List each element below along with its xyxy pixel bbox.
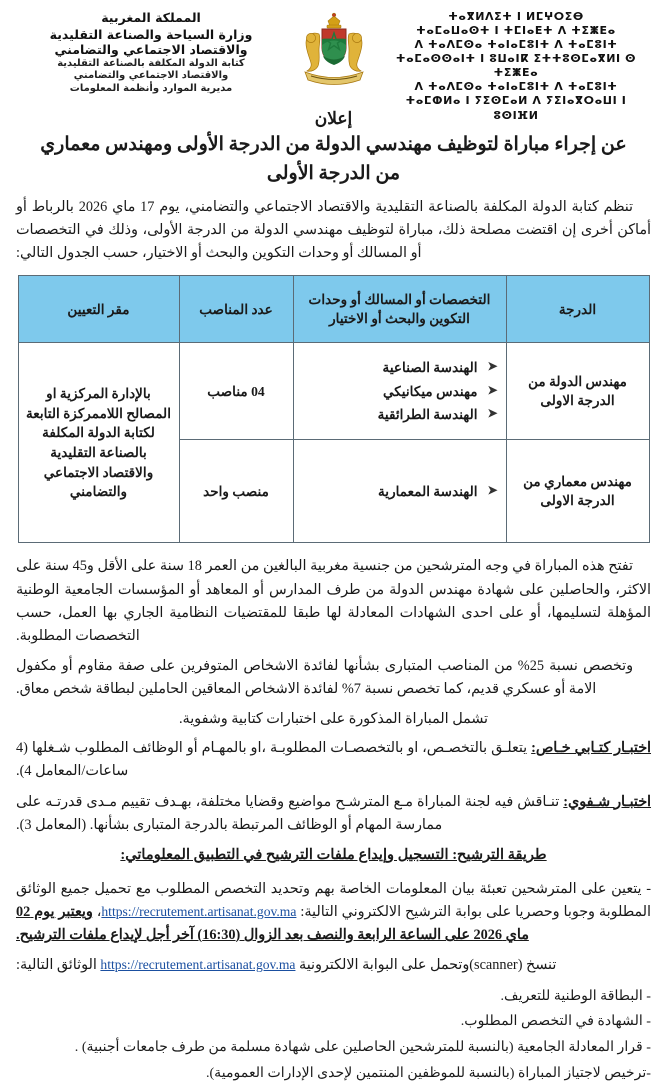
oral-exam-label: اختبـار شـفوي: [563,793,652,810]
arrow-bullet-icon: ➤ [487,482,498,497]
scan-instruction [16,954,651,977]
page-title: عن إجراء مباراة لتوظيف مهندسي الدولة من الدرجة الأولى ومهندس معماري من الدرجة الأولى [40,134,627,184]
tifinagh-line-4: ⵜⴰⵎⴰⵙⵙⴰⵏⵜ ⵏ ⵓⵡⴰⵏⴽ ⵉⵜⵜⵓⵙⵎⴰⴳⵍⵏ ⵙ ⵜⵉⵥⴹⴰ [395,52,637,80]
ministry-line-1: وزارة السياحة والصناعة التقليدية [49,26,253,42]
written-exam-coef: (4 ساعات/المعامل 4). [16,740,129,780]
intro-paragraph: تنظم كتابة الدولة المكلفة بالصناعة التقليدية والاقتصاد الاجتماعي والتضامني، يوم 17 ماي 2026 بالرباط أو أماكن أخرى إن اقتضت مصلحة ذلك، مباراة لتوظيف مهندسي الدولة من الدرجة الأولى، وذلك في التخصصات أو المسالك أو وحدات التكوين والبحث أو الاختيار، حسب الجدول التالي: [16,199,651,262]
tifinagh-line-1: ⵜⴰⴳⵍⴷⵉⵜ ⵏ ⵍⵎⵖⵔⵉⴱ [448,10,584,23]
col-header-posts: عدد المناصب [179,276,293,343]
list-item: -ترخيص لاجتياز المباراة (بالنسبة للموظفين المنتمين لإحدى الإدارات العمومية). [205,1065,651,1082]
oral-exam-paragraph [16,791,651,837]
list-item: ➤ مهندس ميكانيكي [300,380,500,403]
positions-table [18,275,650,543]
written-exam-paragraph [16,737,651,783]
oral-exam-coef: (المعامل 3). [16,816,87,833]
written-exam-label: اختبـار كتـابي خـاص: [531,740,652,757]
specialty-list [300,480,500,503]
list-item: ➤ الهندسة الصناعية [300,356,500,379]
eligibility-paragraph: تفتح هذه المباراة في وجه المترشحين من جنسية مغربية البالغين من العمر 18 سنة على الأقل و45 سنة على الاكثر، والحاصلين على شهادة مهندس الدولة من طرف المدارس أو المعاهد أو المؤسسات الجامعية الوطنية المؤهلة لتسليمها، أو على احدى الشهادات المعادلة لها طبقا للمقتضيات النظامية الجاري بها العمل، حسب التخصصات المطلوبة. [16,558,651,644]
quota-paragraph: وتخصص نسبة 25% من المناصب المتبارى بشأنها لفائدة الاشخاص المتوفرين على صفة مقاوم أو مكفول الامة أو عسكري قديم، كما تخصص نسبة 7% لفائدة الاشخاص المعاقين الحاملين لبطاقة شخص معاق. [16,658,633,698]
arrow-bullet-icon: ➤ [487,406,498,421]
cell-posts: منصب واحد [179,440,293,543]
registration-section-title: طريقة الترشيح: التسجيل وإيداع ملفات الترشيح في التطبيق المعلوماتي: [120,846,547,863]
arrow-bullet-icon: ➤ [487,359,498,374]
list-item: ➤ الهندسة الطرائقية [300,403,500,426]
tifinagh-line-3: ⴷ ⵜⴰⴷⵎⵙⴰ ⵜⴰⵏⴰⵎⵓⵏⵜ ⴷ ⵜⴰⵎⵓⵏⵜ [414,38,618,52]
cell-place-merged: بالإدارة المركزية او المصالح اللاممركزة التابعة لكتابة الدولة المكلفة بالصناعة التقليدية والاقتصاد الاجتماعي والتضامني [18,343,179,543]
tifinagh-line-5: ⴷ ⵜⴰⴷⵎⵙⴰ ⵜⴰⵏⴰⵎⵓⵏⵜ ⴷ ⵜⴰⵎⵓⵏⵜ [414,80,618,94]
col-header-specialties: التخصصات أو المسالك أو وحدات التكوين والبحث أو الاختيار [293,276,506,343]
kingdom-title: المملكة المغربية [101,10,201,25]
letterhead-arabic [20,10,282,96]
oral-exam-body: تنـاقش فيه لجنة المباراة مـع المترشـح مواضيع وقضايا مختلفة، بهـدف تقييم مـدى قدرتـه على ممارسة المهام أو الوظائف المرتبطة بالدرجة المتبارى بشأنها. [16,793,560,833]
required-documents-list [16,985,651,1085]
arrow-bullet-icon: ➤ [487,382,498,397]
col-header-grade: الدرجة [506,276,649,343]
exam-includes-line: تشمل المباراة المذكورة على اختبارات كتابية وشفوية. [178,711,489,728]
list-item: - قرار المعادلة الجامعية (بالنسبة للمترشحين الحاصلين على شهادة مسلمة من طرف جامعات أجنبية) . [74,1039,651,1056]
list-item: - البطاقة الوطنية للتعريف. [500,987,651,1004]
written-exam-body: يتعلـق بالتخصـص، او بالتخصصـات المطلوبـة ،او بالمهـام أو الوظائف المطلوب شـغلها [31,740,528,757]
deadline-text: ويعتبر يوم 02 ماي 2026 على الساعة الرابعة والنصف بعد الزوال (16:30) آخر أجل لإيداع ملفات الترشيح. [16,904,529,944]
secretariat-line-2: والاقتصاد الاجتماعي والتضامني [73,69,229,81]
cell-posts: 04 مناصب [179,343,293,440]
cell-grade: مهندس الدولة من الدرجة الاولى [506,343,649,440]
scan-intro-a: تنسخ (scanner)وتحمل على البوابة الالكترونية [299,957,557,974]
cell-specialties [293,343,506,440]
portal-url-link-secondary[interactable]: https://recrutement.artisanat.gov.ma [100,957,296,973]
tifinagh-line-2: ⵜⴰⵎⴰⵡⴰⵙⵜ ⵏ ⵜⵎⵏⴰⴹⵜ ⴷ ⵜⵉⵥⴹⴰ [416,24,616,38]
table-row [18,343,649,440]
portal-url-link[interactable]: https://recrutement.artisanat.gov.ma [101,904,297,920]
letterhead-tifinagh [385,10,647,123]
table-header-row [18,276,649,343]
ministry-line-2: والاقتصاد الاجتماعي والتضامني [54,42,248,57]
cell-grade: مهندس معماري من الدرجة الاولى [506,440,649,543]
morocco-coat-of-arms-icon [297,12,371,96]
directorate-line: مديرية الموارد وأنظمة المعلومات [69,83,233,95]
col-header-place: مقر التعيين [18,276,179,343]
registration-instruction-text: - يتعين على المترشحين تعبئة بيان المعلومات الخاصة بهم وتحديد التخصص المطلوب مع تحميل جميع الوثائق المطلوبة وجوبا وحصريا على بوابة الترشيح الالكتروني التالية: [16,880,652,921]
list-item: - الشهادة في التخصص المطلوب. [460,1013,651,1030]
registration-instruction: - يتعين على المترشحين تعبئة بيان المعلومات الخاصة بهم وتحديد التخصص المطلوب مع تحميل جميع الوثائق المطلوبة وجوبا وحصريا على بوابة الترشيح الالكتروني التالية: https://recrutement.artisanat.gov.ma، ويعتبر يوم 02 ماي 2026 على الساعة الرابعة والنصف بعد الزوال (16:30) آخر أجل لإيداع ملفات الترشيح. [16,880,652,944]
scan-intro-b: الوثائق التالية: [16,957,97,974]
secretariat-line-1: كتابة الدولة المكلفة بالصناعة التقليدية [57,57,245,69]
specialty-list [300,356,500,426]
list-item: ➤ الهندسة المعمارية [300,480,500,503]
cell-specialties [293,440,506,543]
announcement-heading: إعلان [314,109,353,128]
tifinagh-line-6: ⵜⴰⵎⵀⵍⴰ ⵏ ⵢⵉⵙⵎⴰⵍ ⴷ ⵢⵉⵏⴰⴳⵔⴰⵡⵏ ⵏ ⵓⵙⵏⴼⵍ [405,94,627,122]
